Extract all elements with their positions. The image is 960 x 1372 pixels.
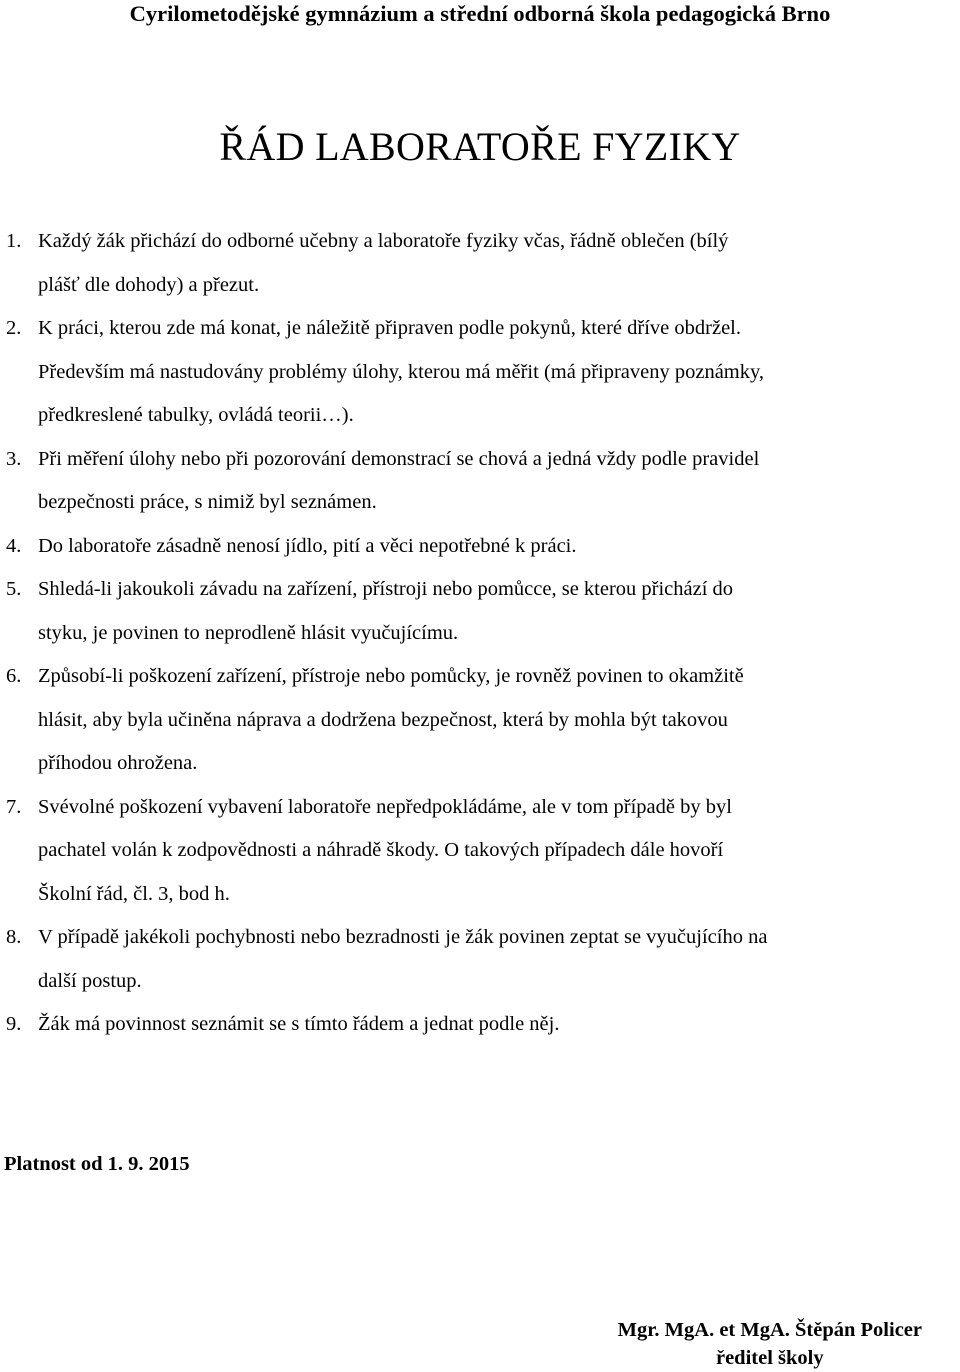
rule-item-1 [0,220,960,307]
rule-item-3 [0,438,960,525]
rule-text-line: Shledá-li jakoukoli závadu na zařízení, přístroji nebo pomůcce, se kterou přichází do [38,578,734,600]
rule-text-line: Při měření úlohy nebo při pozorování demonstrací se chová a jedná vždy podle pravidel [38,447,760,470]
rule-number: 4. [6,534,22,557]
rule-text-line: předkreslené tabulky, ovládá teorii…). [38,404,354,426]
rule-text-line: plášť dle dohody) a přezut. [38,273,260,296]
rule-text-line: Školní řád, čl. 3, bod h. [38,882,230,905]
rule-text-line: K práci, kterou zde má konat, je náležitě připraven podle pokynů, které dříve obdržel. [38,317,741,339]
rule-text-line: Svévolné poškození vybavení laboratoře nepředpokládáme, ale v tom případě by byl [38,795,732,818]
rule-number: 5. [6,578,22,600]
rule-number: 3. [6,447,22,470]
rule-text-line: styku, je povinen to neprodleně hlásit vyučujícímu. [38,621,459,644]
signature-block [618,1316,922,1372]
rule-number: 2. [6,317,22,339]
rule-text-line: bezpečnosti práce, s nimiž byl seznámen. [38,491,377,513]
rule-item-4 [0,525,960,569]
rule-number: 7. [6,795,22,818]
rule-text-line: Žák má povinnost seznámit se s tímto řádem a jednat podle něj. [38,1013,560,1035]
rule-item-2 [0,307,960,438]
rule-text-line: Do laboratoře zásadně nenosí jídlo, pití a věci nepotřebné k práci. [38,534,577,557]
rule-text-line: Každý žák přichází do odborné učebny a laboratoře fyziky včas, řádně oblečen (bílý [38,230,729,252]
rule-text-line: Způsobí-li poškození zařízení, přístroje nebo pomůcky, je rovněž povinen to okamžitě [38,665,744,687]
school-header: Cyrilometodějské gymnázium a střední odborná škola pedagogická Brno [129,1,831,26]
rule-text-line: hlásit, aby byla učiněna náprava a dodržena bezpečnost, která by mohla být takovou [38,708,728,731]
rule-number: 6. [6,665,22,687]
validity-date: Platnost od 1. 9. 2015 [4,1153,190,1175]
document-title: ŘÁD LABORATOŘE FYZIKY [219,124,741,169]
rule-text-line: pachatel volán k zodpovědnosti a náhradě škody. O takových případech dále hovoří [38,839,724,861]
rules-list [0,220,960,1047]
rule-item-5 [0,568,960,655]
rule-number: 8. [6,926,22,948]
rule-number: 1. [6,230,22,252]
rule-item-8 [0,916,960,1003]
rule-number: 9. [6,1013,22,1035]
rule-item-6 [0,655,960,786]
rule-text-line: Především má nastudovány problémy úlohy, kterou má měřit (má připraveny poznámky, [38,360,765,383]
rule-item-9 [0,1003,960,1047]
signatory-name: Mgr. MgA. et MgA. Štěpán Policer [617,1319,922,1341]
rule-item-7 [0,786,960,917]
rule-text-line: příhodou ohrožena. [38,752,198,774]
signatory-role: ředitel školy [715,1347,824,1369]
rule-text-line: V případě jakékoli pochybnosti nebo bezradnosti je žák povinen zeptat se vyučujícího na [38,926,768,948]
rule-text-line: další postup. [38,969,142,992]
